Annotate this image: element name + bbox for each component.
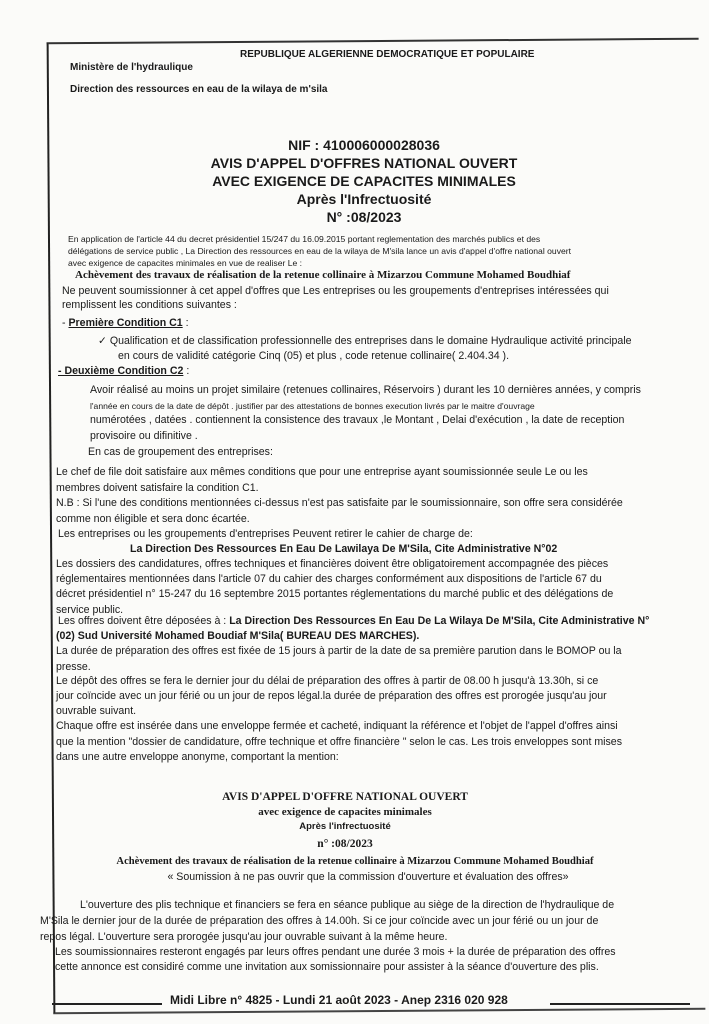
groupement-line: Le chef de file doit satisfaire aux mêmes conditions que pour une entreprise ayant soumissionnée seule Le ou les: [56, 466, 588, 478]
intro-line: avec exigence de capacites minimales en vue de realiser Le :: [68, 258, 303, 268]
condition1-line: en cours de validité catégorie Cinq (05) et plus , code retenue collinaire( 2.404.34 ).: [118, 350, 510, 362]
condition2-line: numérotées , datées . contiennent la consistence des travaux ,le Montant , Delai d'exécution , la date de reception: [90, 414, 625, 426]
dossiers-line: service public.: [56, 604, 124, 616]
depot-lieu-line: (02) Sud Université Mohamed Boudiaf M'Sila( BUREAU DES MARCHES).: [56, 630, 420, 642]
condition1-text: Qualification et de classification professionnelle des entreprises dans le domaine Hydraulique activité principale: [109, 335, 632, 347]
footer-rule-right: [550, 1003, 690, 1005]
groupement-line: membres doivent satisfaire la condition C1.: [56, 482, 259, 494]
direction-name: Direction des ressources en eau de la wilaya de m'sila: [70, 84, 328, 95]
intro-line: délégations de service public , La Direction des ressources en eau de la wilaya de M'sila lance un avis d'appel d'offre national ouvert: [68, 246, 572, 256]
mention-number: n° :08/2023: [317, 838, 373, 850]
condition1-line: [98, 335, 632, 348]
duree-line: presse.: [56, 661, 91, 673]
groupement-line: En cas de groupement des entreprises:: [88, 446, 273, 458]
condition2-heading: - Deuxième Condition C2 :: [58, 365, 190, 377]
mention-after: Après l'infrectuosité: [299, 821, 391, 832]
mention-warning: « Soumission à ne pas ouvrir que la commission d'ouverture et évaluation des offres»: [167, 871, 569, 883]
ouverture-line: M'Sila le dernier jour de la durée de préparation des offres à 14.00h. Si ce jour coïncide avec un jour férié ou un jour de: [40, 915, 599, 927]
condition2-line: l'année en cours de la date de dépôt . justifier par des attestations de bonnes execution livrés par le maitre d'ouvrage: [90, 401, 535, 411]
eligibility-line: Ne peuvent soumissionner à cet appel d'offres que Les entreprises ou les groupements d'entreprises intéressées qui: [62, 285, 609, 297]
depot-horaire-line: ouvrable suivant.: [56, 705, 137, 717]
footer-rule-left: [52, 1003, 162, 1005]
retrait-line: Les entreprises ou les groupements d'entreprises Peuvent retirer le cahier de charge de:: [58, 528, 473, 540]
mention-title: AVIS D'APPEL D'OFFRE NATIONAL OUVERT: [222, 791, 468, 803]
depot-lieu-text: Les offres doivent être déposées à :: [58, 615, 230, 627]
mention-subtitle: avec exigence de capacites minimales: [258, 806, 432, 818]
intro-line: En application de l'article 44 du decret présidentiel 15/247 du 16.09.2015 portant reglementation des marchés publics et des: [68, 234, 541, 244]
notice-number: N° :08/2023: [326, 209, 402, 225]
depot-address: La Direction Des Ressources En Eau De La Wilaya De M'Sila, Cite Administrative N°: [229, 615, 650, 627]
duree-line: La durée de préparation des offres est fixée de 15 jours à partir de la date de sa première parution dans le BOMOP ou la: [56, 645, 622, 657]
ouverture-line: repos légal. L'ouverture sera prorogée jusqu'au jour ouvrable suivant à la même heure.: [40, 931, 448, 943]
republic-heading: REPUBLIQUE ALGERIENNE DEMOCRATIQUE ET POPULAIRE: [240, 49, 535, 60]
depot-horaire-line: jour coïncide avec un jour férié ou un jour de repos légal.la durée de préparation des offres est prorogée jusqu'au jour: [56, 690, 607, 702]
nif: NIF : 410006000028036: [288, 137, 440, 153]
dossiers-line: décret présidentiel n° 15-247 du 16 septembre 2015 portantes réglementations du marché public et des délégations de: [56, 588, 614, 600]
condition2-line: provisoire ou difinitive .: [90, 430, 198, 442]
mention-project: Achèvement des travaux de réalisation de la retenue collinaire à Mizarzou Commune Mohamed Boudhiaf: [116, 856, 594, 867]
ouverture-line: cette annonce est considiré comme une invitation aux somissionnaire pour assister à la séance d'ouverture des plis.: [55, 961, 599, 973]
nb-line: comme non éligible et sera donc écartée.: [56, 513, 250, 525]
ministry-name: Ministère de l'hydraulique: [70, 62, 193, 73]
depot-lieu-line: [58, 615, 649, 628]
depot-horaire-line: Le dépôt des offres se fera le dernier jour du délai de préparation des offres à partir de 08.00 h jusqu'à 13.30h, si ce: [56, 675, 599, 687]
ouverture-line: L'ouverture des plis technique et financiers se fera en séance publique au siège de la direction de l'hydraulique de: [80, 899, 615, 911]
enveloppe-line: que la mention "dossier de candidature, offre technique et offre financière " selon le cas. Les trois enveloppes sont mises: [56, 736, 622, 748]
notice-after: Après l'Infrectuosité: [296, 191, 432, 207]
notice-subtitle: AVEC EXIGENCE DE CAPACITES MINIMALES: [212, 173, 516, 189]
condition1-heading: - Première Condition C1 :: [62, 317, 189, 329]
dossiers-line: Les dossiers des candidatures, offres techniques et financières doivent être obligatoirement accompagnée des pièces: [56, 558, 609, 570]
retrait-address: La Direction Des Ressources En Eau De Lawilaya De M'Sila, Cite Administrative N°02: [130, 543, 558, 555]
nb-line: N.B : Si l'une des conditions mentionnées ci-dessus n'est pas satisfaite par le soumissionnaire, son offre sera considérée: [56, 497, 623, 509]
ouverture-line: Les soumissionnaires resteront engagés par leurs offres pendant une durée 3 mois + la durée de préparation des offres: [55, 946, 616, 958]
notice-title: AVIS D'APPEL D'OFFRES NATIONAL OUVERT: [210, 155, 518, 171]
enveloppe-line: Chaque offre est insérée dans une enveloppe fermée et cacheté, indiquant la référence et l'objet de l'appel d'offres ainsi: [56, 720, 618, 732]
condition1-label: Première Condition C1: [68, 317, 183, 329]
dossiers-line: réglementaires mentionnées dans l'article 07 du cahier des charges conformément aux dispositions de l'article 67 du: [56, 573, 602, 585]
condition2-label: Deuxième Condition C2: [64, 365, 184, 377]
eligibility-line: remplissent les conditions suivantes :: [62, 299, 237, 311]
project-title: Achèvement des travaux de réalisation de la retenue collinaire à Mizarzou Commune Mohamed Boudhiaf: [75, 269, 571, 281]
condition2-line: Avoir réalisé au moins un projet similaire (retenues collinaires, Réservoirs ) durant les 10 dernières années, y compris: [90, 384, 641, 396]
check-icon: ✓: [98, 335, 110, 347]
publication-footer: Midi Libre n° 4825 - Lundi 21 août 2023 - Anep 2316 020 928: [170, 993, 508, 1007]
enveloppe-line: dans une autre enveloppe anonyme, comportant la mention:: [56, 751, 339, 763]
